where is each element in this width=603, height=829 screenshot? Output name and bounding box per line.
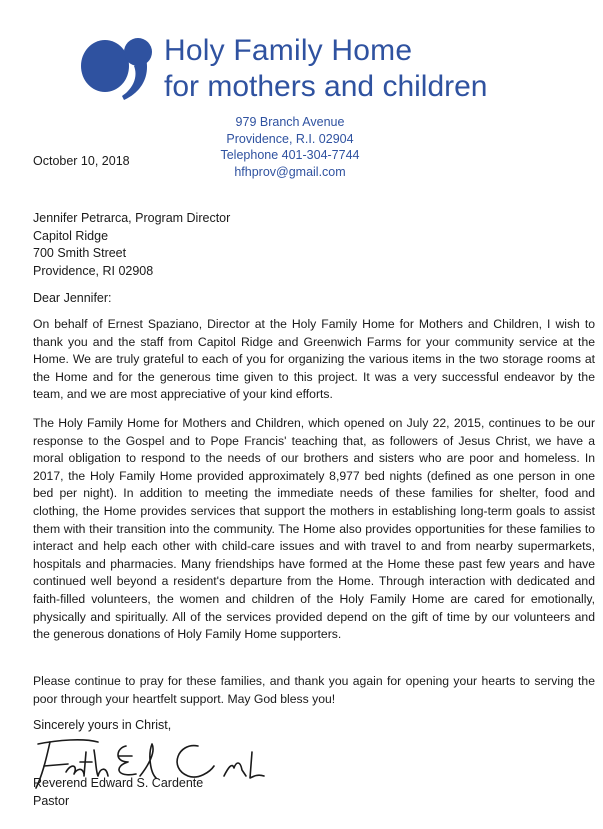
- telephone: Telephone 401-304-7744: [220, 148, 360, 162]
- org-subtitle: for mothers and children: [164, 70, 488, 103]
- signer-name: Reverend Edward S. Cardente: [33, 776, 204, 790]
- recipient-organization: Capitol Ridge: [33, 228, 109, 243]
- signer-title: Pastor: [33, 794, 70, 808]
- org-address-block: [215, 114, 365, 180]
- holy-family-home-logo-icon: [80, 30, 158, 102]
- closing: Sincerely yours in Christ,: [33, 718, 172, 732]
- body-paragraph-3: Please continue to pray for these families, and thank you again for opening your hearts to serving the poor through your heartfelt support. May God bless you!: [33, 674, 595, 706]
- recipient-street: 700 Smith Street: [33, 246, 127, 260]
- letter-date: October 10, 2018: [33, 154, 130, 168]
- salutation: Dear Jennifer:: [33, 291, 112, 305]
- address-line1: 979 Branch Avenue: [235, 115, 345, 129]
- body-paragraph-2: The Holy Family Home for Mothers and Children, which opened on July 22, 2015, continues to be our response to the Gospel and to Pope Francis' teaching that, as followers of Jesus Christ, we have a moral obligation to respond to the needs of our brothers and sisters who are poor and homeless. In 2017, the Holy Family Home provided approximately 8,977 bed nights (defined as one person in one bed per night). In addition to meeting the immediate needs of these families for shelter, food and clothing, the Home provides services that support the mothers in establishing long-term goals to assist them with their transition into the community. The Home also provides opportunities for these families to interact and help each other with child-care issues and with travel to and from nearby supermarkets, hospitals and pharmacies. Many friendships have formed at the Home these past few years and have continued well beyond a resident's departure from the Home. Through interaction with dedicated and faith-filled volunteers, the women and children of the Holy Family Home are cared for emotionally, physically and spiritually. All of the services provided depend on the gift of time by our volunteers and the generous donations of Holy Family Home supporters.: [33, 416, 595, 642]
- address-line2: Providence, R.I. 02904: [226, 131, 354, 146]
- body-paragraph-1: On behalf of Ernest Spaziano, Director at the Holy Family Home for Mothers and Children, I wish to thank you and the staff from Capitol Ridge and Greenwich Farms for your community service at the Home. We are truly grateful to each of you for organizing the various items in the two storage rooms at the Home and for the generous time given to this project. It was a very successful endeavor by the team, and we are most appreciative of your kind efforts.: [33, 317, 595, 402]
- org-name: Holy Family Home: [164, 34, 413, 67]
- recipient-block: [33, 210, 230, 280]
- recipient-city: Providence, RI 02908: [33, 263, 154, 278]
- recipient-name-title: Jennifer Petrarca, Program Director: [33, 211, 231, 225]
- email: hfhprov@gmail.com: [234, 164, 346, 179]
